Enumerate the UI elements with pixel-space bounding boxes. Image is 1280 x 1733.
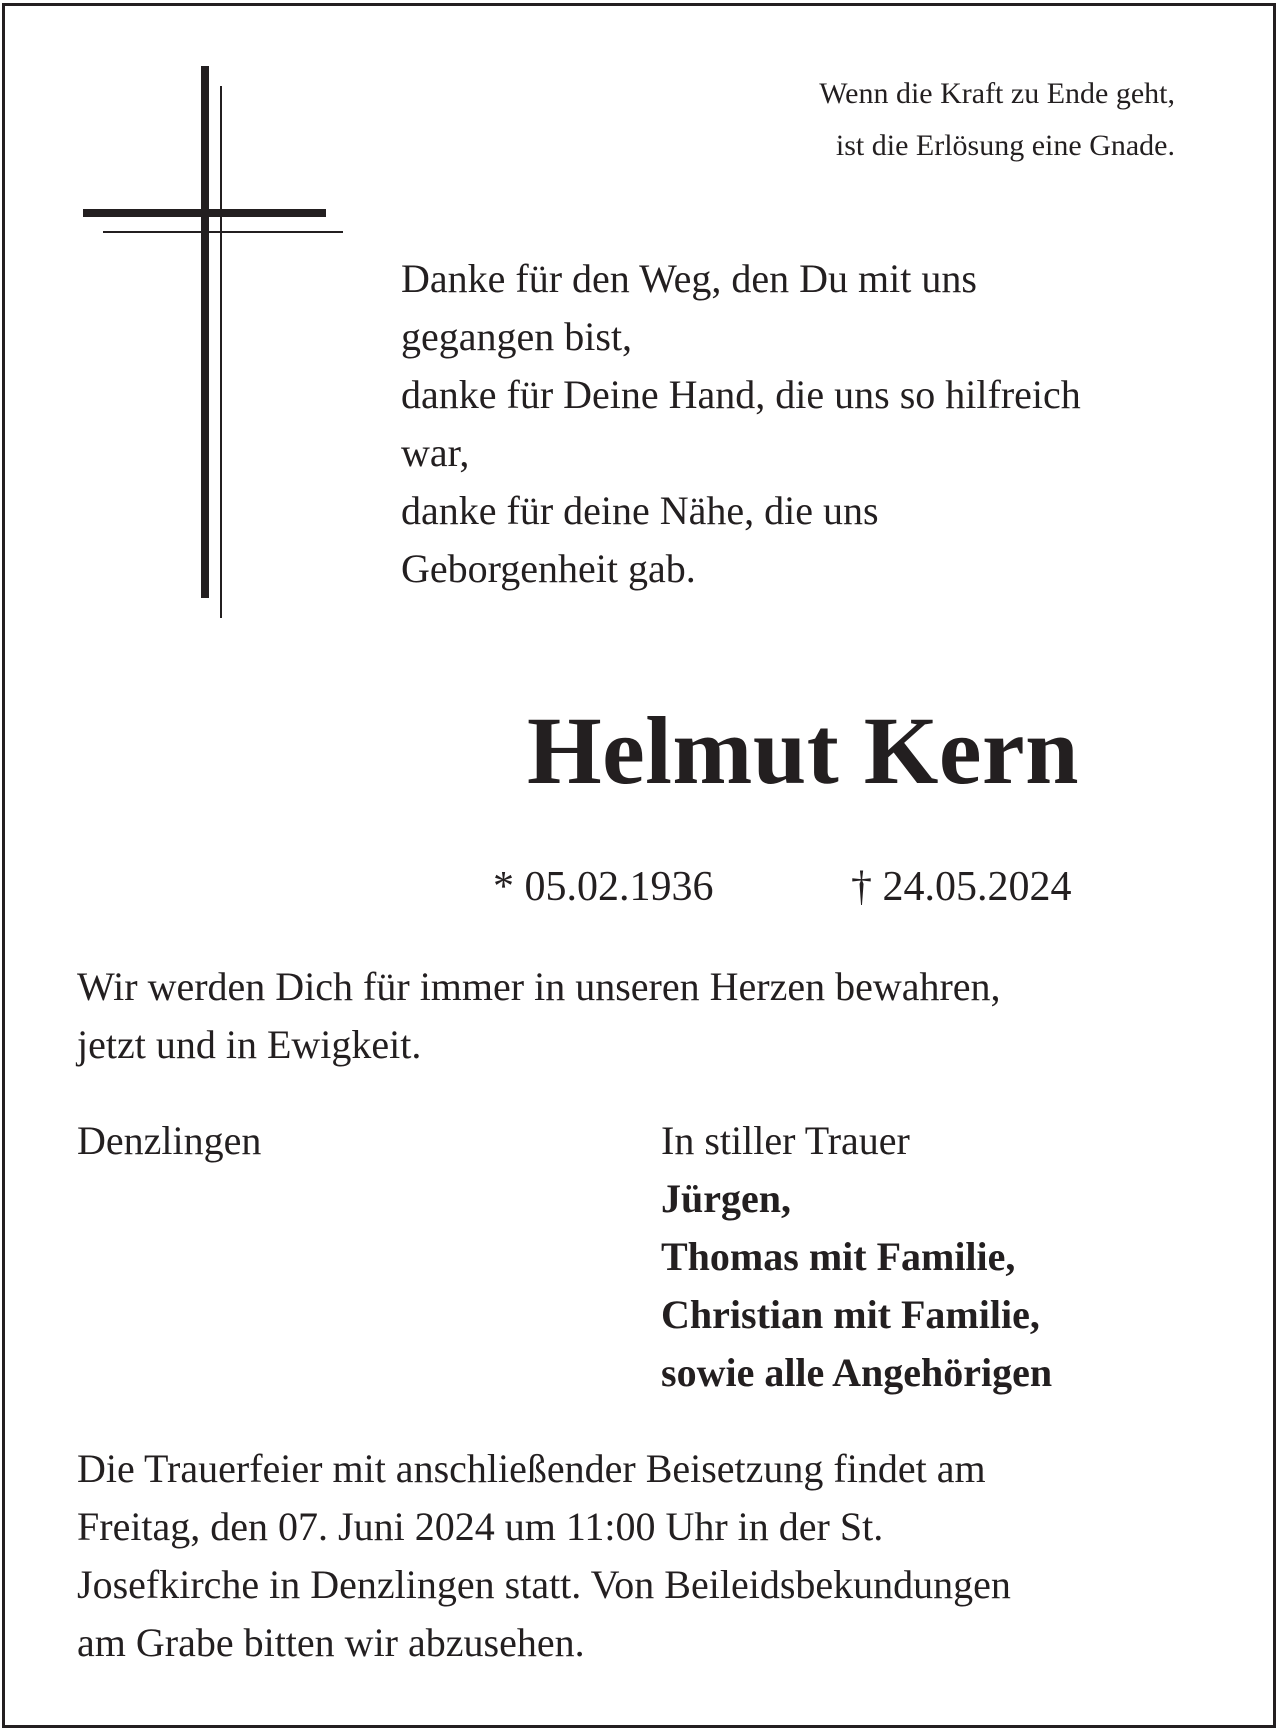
mourner-name: Thomas mit Familie, xyxy=(661,1234,1016,1279)
funeral-notice xyxy=(77,1440,1011,1672)
remembrance-text xyxy=(77,958,1001,1074)
mourner-name: Jürgen, xyxy=(661,1176,791,1221)
poem-line: danke für Deine Hand, die uns so hilfreich xyxy=(401,372,1081,417)
mourner-name: sowie alle Angehörigen xyxy=(661,1350,1053,1395)
quote-line: ist die Erlösung eine Gnade. xyxy=(835,129,1175,162)
cross-icon xyxy=(83,66,343,618)
epigraph-quote xyxy=(819,68,1175,172)
poem-line: Geborgenheit gab. xyxy=(401,546,696,591)
mourners-block xyxy=(661,1112,1052,1402)
notice-line: Josefkirche in Denzlingen statt. Von Beileidsbekundungen xyxy=(77,1562,1011,1607)
deceased-name: Helmut Kern xyxy=(526,697,1080,804)
poem-line: danke für deine Nähe, die uns xyxy=(401,488,879,533)
notice-line: Die Trauerfeier mit anschließender Beisetzung findet am xyxy=(77,1446,986,1491)
poem-line: Danke für den Weg, den Du mit uns xyxy=(401,256,977,301)
notice-line: Freitag, den 07. Juni 2024 um 11:00 Uhr in der St. xyxy=(77,1504,884,1549)
quote-line: Wenn die Kraft zu Ende geht, xyxy=(819,77,1175,110)
notice-line: am Grabe bitten wir abzusehen. xyxy=(77,1620,585,1665)
place-name: Denzlingen xyxy=(77,1118,262,1163)
thanks-poem xyxy=(401,250,1221,598)
death-date: † 24.05.2024 xyxy=(851,864,1072,910)
birth-date: * 05.02.1936 xyxy=(493,864,714,910)
remembrance-line: Wir werden Dich für immer in unseren Herzen bewahren, xyxy=(77,964,1001,1009)
poem-line: war, xyxy=(401,430,470,475)
poem-line: gegangen bist, xyxy=(401,314,633,359)
mourner-name: Christian mit Familie, xyxy=(661,1292,1040,1337)
remembrance-line: jetzt und in Ewigkeit. xyxy=(77,1022,422,1067)
mourners-intro: In stiller Trauer xyxy=(661,1118,910,1163)
obituary-frame xyxy=(2,3,1276,1728)
